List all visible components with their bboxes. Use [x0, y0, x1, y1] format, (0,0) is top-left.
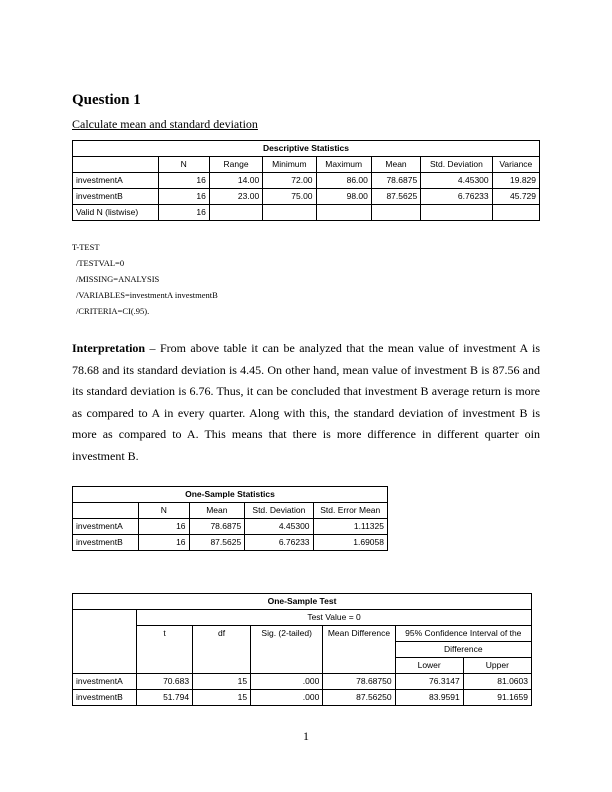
- test-value-header: Test Value = 0: [137, 610, 532, 626]
- table-title: Descriptive Statistics: [73, 141, 540, 157]
- column-header: Mean: [189, 503, 245, 519]
- table-cell: 78.6875: [371, 173, 420, 189]
- syntax-line: /TESTVAL=0: [76, 258, 125, 268]
- table-cell: 81.0603: [463, 674, 531, 690]
- table-cell: 6.76233: [421, 189, 492, 205]
- table-cell: 45.729: [492, 189, 539, 205]
- row-label: investmentA: [73, 519, 139, 535]
- table-row: [73, 173, 540, 189]
- column-header: Mean Difference: [323, 626, 395, 674]
- interpretation-text: – From above table it can be analyzed that the mean value of investment A is 78.68 and its standard deviation is 4.45. On other hand, mean value of investment B is 87.56 and its standard deviation is 6.76. Thus, it can be concluded that investment B average return is more as compared to A in every quarter. Along with this, the standard deviation of investment B is more as compared to A. This means that there is more difference in different quarter oin investment B.: [72, 341, 540, 463]
- syntax-line: /MISSING=ANALYSIS: [76, 274, 160, 284]
- table-cell: [316, 205, 371, 221]
- table-cell: 98.00: [316, 189, 371, 205]
- table-cell: 16: [158, 173, 209, 189]
- column-header: Std. Deviation: [245, 503, 313, 519]
- interpretation-label: Interpretation: [72, 341, 146, 355]
- table-cell: .000: [251, 674, 323, 690]
- question-heading: Question 1: [72, 92, 141, 108]
- table-cell: 75.00: [263, 189, 316, 205]
- row-label: investmentA: [73, 173, 159, 189]
- column-header: Std. Error Mean: [313, 503, 387, 519]
- row-label: investmentB: [73, 690, 137, 706]
- table-cell: 76.3147: [395, 674, 463, 690]
- table-row: [73, 189, 540, 205]
- row-label: investmentB: [73, 189, 159, 205]
- column-header: [73, 503, 139, 519]
- column-header: Maximum: [316, 157, 371, 173]
- table-cell: 72.00: [263, 173, 316, 189]
- table-cell: 70.683: [137, 674, 193, 690]
- table-cell: 1.69058: [313, 535, 387, 551]
- table-cell: 78.6875: [189, 519, 245, 535]
- table-row: [73, 690, 532, 706]
- table-cell: [492, 205, 539, 221]
- table-row: [73, 519, 388, 535]
- ci-header: 95% Confidence Interval of the: [395, 626, 531, 642]
- table-cell: 19.829: [492, 173, 539, 189]
- ci-header-continued: Difference: [395, 642, 531, 658]
- table-cell: 87.5625: [189, 535, 245, 551]
- table-row: [73, 535, 388, 551]
- table-cell: 91.1659: [463, 690, 531, 706]
- column-header: Variance: [492, 157, 539, 173]
- table-cell: 83.9591: [395, 690, 463, 706]
- column-header: Std. Deviation: [421, 157, 492, 173]
- column-header: N: [158, 157, 209, 173]
- interpretation-paragraph: [72, 338, 540, 467]
- table-cell: 86.00: [316, 173, 371, 189]
- column-header: Range: [209, 157, 262, 173]
- table-cell: 16: [158, 189, 209, 205]
- row-label: investmentA: [73, 674, 137, 690]
- table-cell: 15: [193, 674, 251, 690]
- table-cell: 16: [139, 535, 189, 551]
- table-cell: 23.00: [209, 189, 262, 205]
- table-cell: 87.56250: [323, 690, 395, 706]
- table-cell: [263, 205, 316, 221]
- section-subheading: Calculate mean and standard deviation: [72, 117, 258, 131]
- syntax-line: T-TEST: [72, 242, 100, 252]
- table-row: [73, 674, 532, 690]
- column-header: t: [137, 626, 193, 674]
- table-cell: .000: [251, 690, 323, 706]
- table-cell: [371, 205, 420, 221]
- column-header: Mean: [371, 157, 420, 173]
- column-header: Sig. (2-tailed): [251, 626, 323, 674]
- column-header: N: [139, 503, 189, 519]
- table-cell: 4.45300: [421, 173, 492, 189]
- column-header: Minimum: [263, 157, 316, 173]
- syntax-line: /VARIABLES=investmentA investmentB: [76, 290, 218, 300]
- table-title: One-Sample Test: [73, 594, 532, 610]
- column-header: df: [193, 626, 251, 674]
- column-header-upper: Upper: [463, 658, 531, 674]
- syntax-line: /CRITERIA=CI(.95).: [76, 306, 150, 316]
- column-header-lower: Lower: [395, 658, 463, 674]
- page-number: 1: [303, 729, 309, 743]
- column-header: [73, 157, 159, 173]
- row-label: Valid N (listwise): [73, 205, 159, 221]
- table-cell: 15: [193, 690, 251, 706]
- table-cell: 16: [139, 519, 189, 535]
- table-cell: 14.00: [209, 173, 262, 189]
- table-cell: 87.5625: [371, 189, 420, 205]
- row-label: investmentB: [73, 535, 139, 551]
- empty-header-cell: [73, 610, 137, 674]
- table-cell: 4.45300: [245, 519, 313, 535]
- table-cell: [421, 205, 492, 221]
- one-sample-test-table: [72, 593, 532, 706]
- table-cell: 78.68750: [323, 674, 395, 690]
- descriptive-statistics-table: [72, 140, 540, 221]
- table-title: One-Sample Statistics: [73, 487, 388, 503]
- table-cell: 51.794: [137, 690, 193, 706]
- ttest-syntax: [72, 239, 218, 319]
- table-cell: [209, 205, 262, 221]
- table-cell: 6.76233: [245, 535, 313, 551]
- table-row: [73, 205, 540, 221]
- table-cell: 1.11325: [313, 519, 387, 535]
- one-sample-statistics-table: [72, 486, 388, 551]
- table-cell: 16: [158, 205, 209, 221]
